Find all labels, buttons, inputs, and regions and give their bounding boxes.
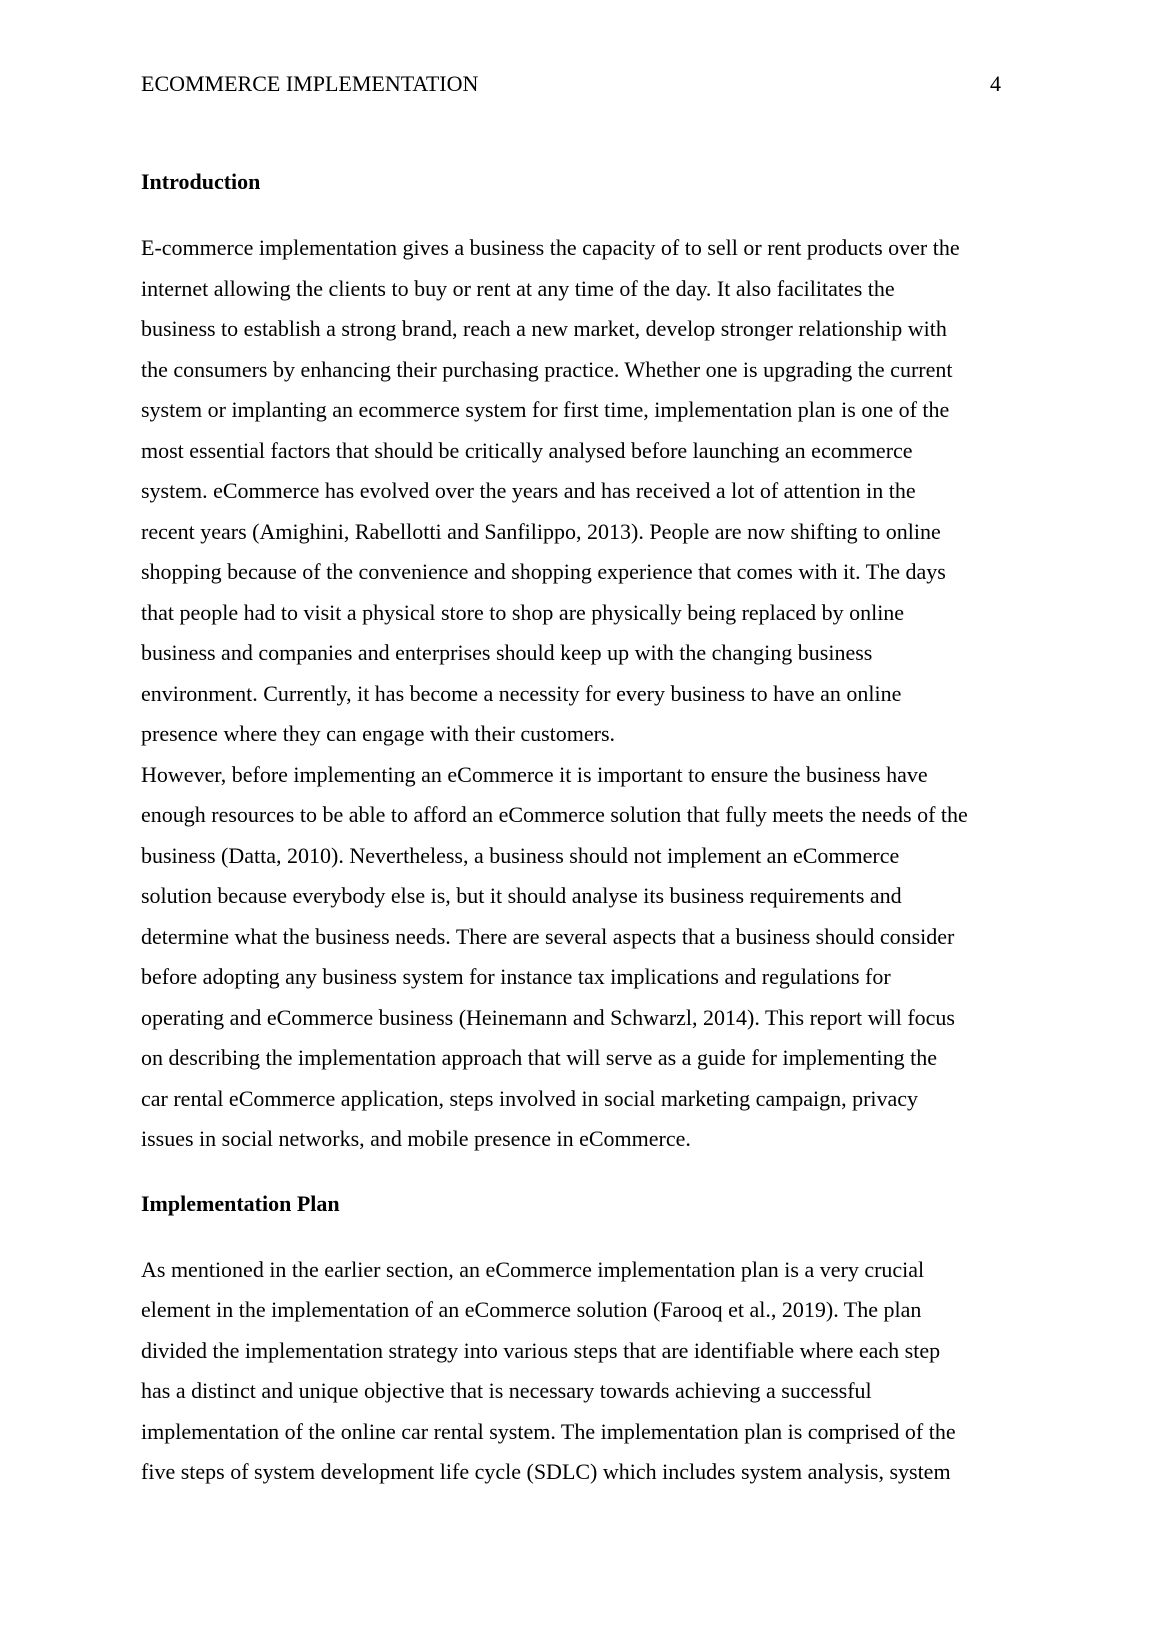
text-line: environment. Currently, it has become a necessity for every business to have an online	[141, 680, 902, 706]
text-line: issues in social networks, and mobile presence in eCommerce.	[141, 1126, 691, 1151]
text-line: determine what the business needs. There are several aspects that a business should consider	[141, 923, 955, 949]
page-number: 4	[990, 71, 1001, 96]
text-line: shopping because of the convenience and shopping experience that comes with it. The days	[141, 559, 946, 584]
implementation-plan-text	[141, 1250, 1021, 1493]
text-line: five steps of system development life cycle (SDLC) which includes system analysis, system	[141, 1459, 951, 1484]
text-line: system or implanting an ecommerce system for first time, implementation plan is one of the	[141, 397, 950, 422]
section-heading-implementation-plan: Implementation Plan	[141, 1190, 340, 1216]
text-line: that people had to visit a physical store to shop are physically being replaced by online	[141, 599, 905, 625]
section-heading-introduction: Introduction	[141, 169, 261, 194]
running-title: ECOMMERCE IMPLEMENTATION	[141, 71, 479, 96]
text-line: business to establish a strong brand, reach a new market, develop stronger relationship with	[141, 316, 947, 341]
text-line: the consumers by enhancing their purchasing practice. Whether one is upgrading the current	[141, 356, 953, 382]
text-line: implementation of the online car rental system. The implementation plan is comprised of the	[141, 1418, 956, 1444]
text-line: internet allowing the clients to buy or rent at any time of the day. It also facilitates the	[141, 275, 895, 301]
text-line: However, before implementing an eCommerce it is important to ensure the business have	[141, 761, 928, 787]
text-line: system. eCommerce has evolved over the years and has received a lot of attention in the	[141, 478, 916, 503]
text-line: presence where they can engage with their customers.	[141, 721, 616, 746]
document-body	[141, 166, 1021, 1493]
text-line: on describing the implementation approach that will serve as a guide for implementing the	[141, 1045, 938, 1070]
text-line: operating and eCommerce business (Heinemann and Schwarzl, 2014). This report will focus	[141, 1004, 955, 1030]
text-line: car rental eCommerce application, steps involved in social marketing campaign, privacy	[141, 1085, 919, 1111]
text-line: enough resources to be able to afford an eCommerce solution that fully meets the needs of the	[141, 802, 968, 827]
text-line: recent years (Amighini, Rabellotti and Sanfilippo, 2013). People are now shifting to online	[141, 518, 941, 544]
text-line: most essential factors that should be critically analysed before launching an ecommerce	[141, 437, 913, 463]
text-line: has a distinct and unique objective that is necessary towards achieving a successful	[141, 1378, 872, 1403]
text-line: divided the implementation strategy into various steps that are identifiable where each step	[141, 1337, 941, 1363]
text-line: before adopting any business system for instance tax implications and regulations for	[141, 964, 891, 989]
text-line: E-commerce implementation gives a business the capacity of to sell or rent products over the	[141, 235, 960, 260]
text-line: solution because everybody else is, but it should analyse its business requirements and	[141, 883, 902, 908]
text-line: business and companies and enterprises should keep up with the changing business	[141, 640, 873, 665]
text-line: element in the implementation of an eCommerce solution (Farooq et al., 2019). The plan	[141, 1297, 922, 1322]
text-line: business (Datta, 2010). Nevertheless, a business should not implement an eCommerce	[141, 842, 900, 868]
introduction-text	[141, 228, 1021, 1160]
text-line: As mentioned in the earlier section, an eCommerce implementation plan is a very crucial	[141, 1256, 925, 1282]
